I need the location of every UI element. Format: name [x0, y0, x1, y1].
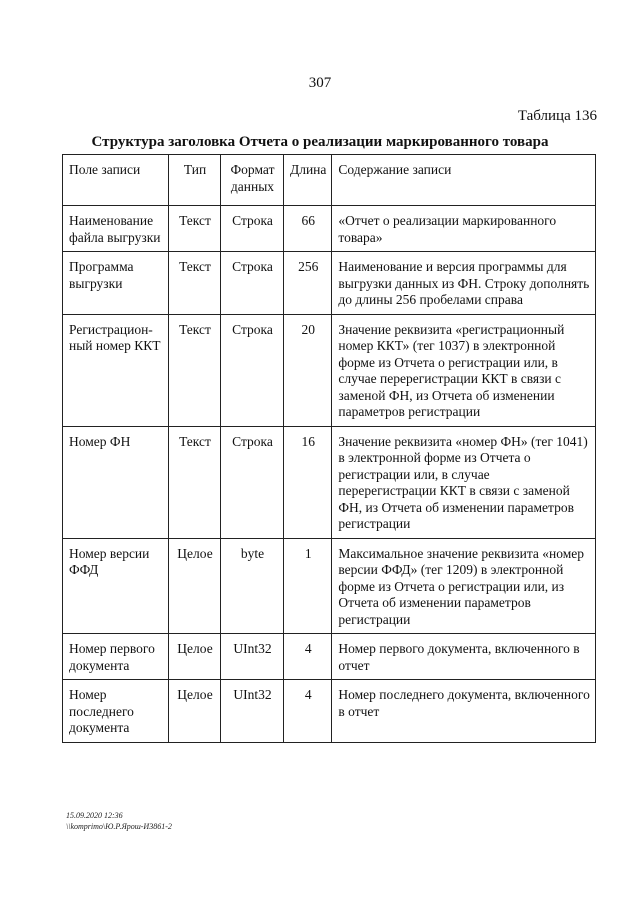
cell-type: Текст: [169, 314, 221, 426]
cell-length: 4: [284, 634, 332, 680]
table-row: [63, 426, 596, 538]
cell-type: Целое: [169, 538, 221, 634]
cell-format: Строка: [221, 252, 284, 315]
cell-format: byte: [221, 538, 284, 634]
header-format: Формат данных: [221, 155, 284, 206]
table-header-row: [63, 155, 596, 206]
report-header-table: [62, 154, 596, 743]
cell-content: Значение реквизита «номер ФН» (тег 1041) в электронной форме из Отчета о регистрации или, в случае перерегистрации ККТ в связи с заменой ФН, из Отчета об изменении параметров регистрации: [332, 426, 596, 538]
cell-length: 66: [284, 206, 332, 252]
page-number: 307: [308, 75, 332, 91]
cell-field: Номер первого документа: [63, 634, 169, 680]
print-footer: [66, 810, 172, 832]
cell-field: Программа выгрузки: [63, 252, 169, 315]
table-label: Таблица 136: [517, 108, 597, 124]
header-type: Тип: [169, 155, 221, 206]
table-row: [63, 252, 596, 315]
cell-format: UInt32: [221, 634, 284, 680]
table-title: Структура заголовка Отчета о реализации маркированного товара: [91, 134, 549, 150]
cell-content: Максимальное значение реквизита «номер версии ФФД» (тег 1209) в электронной форме из Отчета о регистрации или, из Отчета об изменении параметров регистрации: [332, 538, 596, 634]
cell-content: Наименование и версия программы для выгрузки данных из ФН. Строку дополнять до длины 256 пробелами справа: [332, 252, 596, 315]
table-row: [63, 538, 596, 634]
cell-type: Целое: [169, 634, 221, 680]
cell-length: 256: [284, 252, 332, 315]
cell-field: Номер версии ФФД: [63, 538, 169, 634]
cell-field: Наименование файла выгрузки: [63, 206, 169, 252]
cell-content: «Отчет о реализации маркированного товара»: [332, 206, 596, 252]
cell-format: Строка: [221, 206, 284, 252]
header-content: Содержание записи: [332, 155, 596, 206]
footer-timestamp: 15.09.2020 12:36: [66, 811, 123, 820]
cell-content: Номер первого документа, включенного в отчет: [332, 634, 596, 680]
cell-length: 20: [284, 314, 332, 426]
cell-length: 4: [284, 680, 332, 743]
cell-field: Регистрацион-ный номер ККТ: [63, 314, 169, 426]
cell-length: 1: [284, 538, 332, 634]
cell-length: 16: [284, 426, 332, 538]
header-length: Длина: [284, 155, 332, 206]
cell-format: UInt32: [221, 680, 284, 743]
cell-type: Текст: [169, 426, 221, 538]
cell-field: Номер последнего документа: [63, 680, 169, 743]
table-row: [63, 314, 596, 426]
cell-format: Строка: [221, 426, 284, 538]
cell-content: Номер последнего документа, включенного в отчет: [332, 680, 596, 743]
table-row: [63, 634, 596, 680]
cell-content: Значение реквизита «регистрационный номер ККТ» (тег 1037) в электронной форме из Отчета о регистрации или, в случае перерегистрации ККТ в связи с заменой ФН, из Отчета об изменении параметров регистрации: [332, 314, 596, 426]
footer-file-path: \\komprimo\Ю.Р.Ярош-И3861-2: [66, 822, 172, 831]
table-row: [63, 680, 596, 743]
cell-field: Номер ФН: [63, 426, 169, 538]
table-row: [63, 206, 596, 252]
header-field: Поле записи: [63, 155, 169, 206]
cell-format: Строка: [221, 314, 284, 426]
cell-type: Текст: [169, 252, 221, 315]
cell-type: Целое: [169, 680, 221, 743]
cell-type: Текст: [169, 206, 221, 252]
